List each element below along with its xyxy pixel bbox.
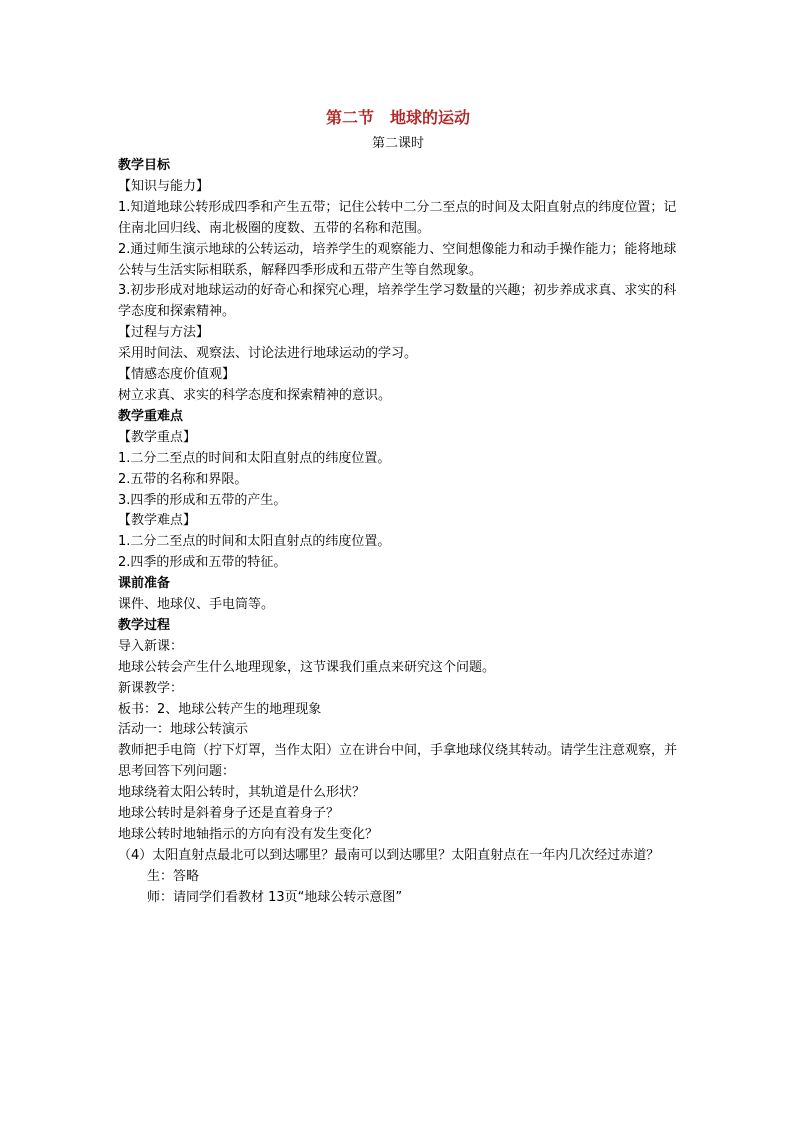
new-lesson-label: 新课教学： — [118, 680, 184, 696]
student-answer: 生：答略 — [147, 868, 200, 884]
key-item-1: 1.二分二至点的时间和太阳直射点的纬度位置。 — [118, 450, 391, 466]
document-content — [118, 104, 678, 909]
intro-label: 导入新课： — [118, 638, 184, 654]
question-2: 地球公转时是斜着身子还是直着身子？ — [118, 806, 340, 822]
knowledge-heading: 【知识与能力】 — [118, 178, 210, 194]
question-4: （4）太阳直射点最北可以到达哪里？最南可以到达哪里？太阳直射点在一年内几次经过赤道？ — [118, 847, 660, 863]
intro-text: 地球公转会产生什么地理现象，这节课我们重点来研究这个问题。 — [118, 659, 496, 675]
teacher-note: 师：请同学们看教材 13页“地球公转示意图” — [147, 889, 403, 905]
emotion-heading: 【情感态度价值观】 — [118, 367, 236, 383]
activity-text: 活动一：地球公转演示 — [118, 722, 249, 738]
key-item-3: 3.四季的形成和五带的产生。 — [118, 492, 287, 508]
goals-heading: 教学目标 — [118, 158, 171, 173]
prep-heading: 课前准备 — [118, 576, 171, 592]
difficult-item-1: 1.二分二至点的时间和太阳直射点的纬度位置。 — [118, 534, 391, 550]
prep-text: 课件、地球仪、手电筒等。 — [118, 597, 275, 613]
procedure-heading: 教学过程 — [118, 617, 171, 633]
key-heading: 【教学重点】 — [118, 429, 197, 445]
page-title: 第二节 地球的运动 — [325, 108, 470, 127]
teacher-demo-text: 教师把手电筒（拧下灯罩，当作太阳）立在讲台中间，手拿地球仪绕其转动。请学生注意观察，并思考回答下列问题： — [118, 743, 678, 780]
board-text: 板书：2、地球公转产生的地理现象 — [118, 701, 322, 717]
page-subtitle: 第二课时 — [371, 136, 424, 151]
knowledge-item-1: 1.知道地球公转形成四季和产生五带；记住公转中二分二至点的时间及太阳直射点的纬度位置；记住南北回归线、南北极圈的度数、五带的名称和范围。 — [118, 199, 677, 236]
key-item-2: 2.五带的名称和界限。 — [118, 471, 248, 487]
knowledge-item-3: 3.初步形成对地球运动的好奇心和探究心理，培养学生学习数量的兴趣；初步养成求真、求实的科学态度和探索精神。 — [118, 283, 677, 320]
key-difficult-heading: 教学重难点 — [118, 408, 184, 424]
question-3: 地球公转时地轴指示的方向有没有发生变化？ — [118, 827, 379, 842]
process-text: 采用时间法、观察法、讨论法进行地球运动的学习。 — [118, 346, 418, 362]
emotion-text: 树立求真、求实的科学态度和探索精神的意识。 — [118, 387, 392, 403]
difficult-heading: 【教学难点】 — [118, 513, 197, 529]
process-heading: 【过程与方法】 — [118, 325, 210, 341]
difficult-item-2: 2.四季的形成和五带的特征。 — [118, 555, 287, 571]
knowledge-item-2: 2.通过师生演示地球的公转运动，培养学生的观察能力、空间想像能力和动手操作能力；能将地球公转与生活实际相联系，解释四季形成和五带产生等自然现象。 — [118, 241, 677, 278]
question-1: 地球绕着太阳公转时，其轨道是什么形状？ — [118, 785, 366, 801]
